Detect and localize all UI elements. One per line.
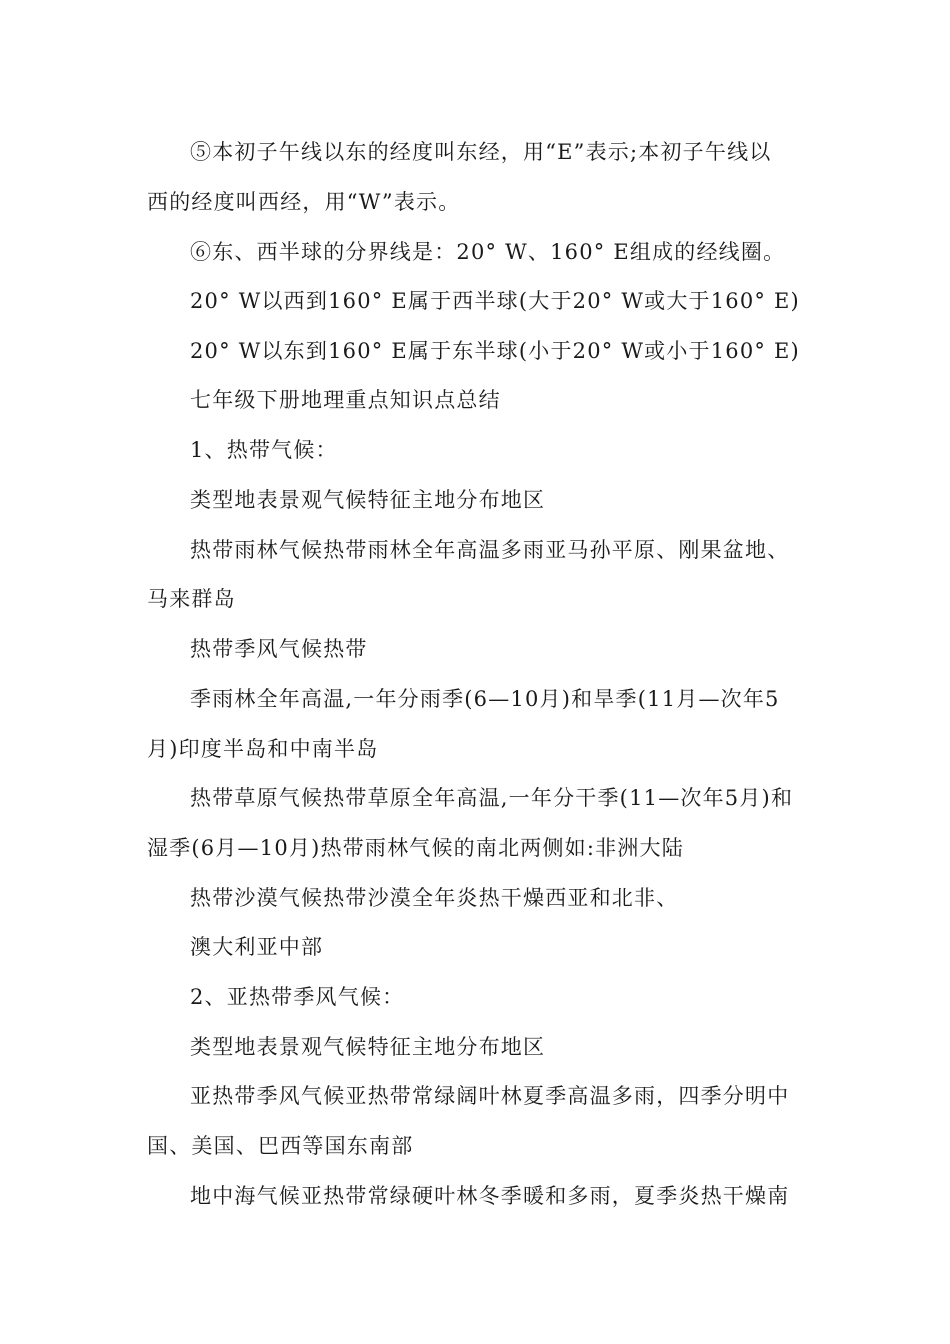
table-header-line: 类型地表景观气候特征主地分布地区 (190, 488, 546, 512)
text-line: 地中海气候亚热带常绿硬叶林冬季暖和多雨，夏季炎热干燥南 (190, 1184, 790, 1208)
text-line: 西的经度叫西经，用“W”表示。 (147, 190, 461, 214)
table-header-line: 类型地表景观气候特征主地分布地区 (190, 1035, 546, 1059)
text-line: 20° W以西到160° E属于西半球(大于20° W或大于160° E) (190, 289, 800, 313)
text-line: ⑤本初子午线以东的经度叫东经，用“E”表示;本初子午线以 (190, 140, 772, 164)
text-line: 热带沙漠气候热带沙漠全年炎热干燥西亚和北非、 (190, 886, 679, 910)
text-line: 20° W以东到160° E属于东半球(小于20° W或小于160° E) (190, 339, 800, 363)
text-line: 湿季(6月—10月)热带雨林气候的南北两侧如:非洲大陆 (147, 836, 684, 860)
text-line: 亚热带季风气候亚热带常绿阔叶林夏季高温多雨，四季分明中 (190, 1084, 790, 1108)
text-line: 月)印度半岛和中南半岛 (147, 737, 379, 761)
subsection-heading: 1、热带气候： (190, 438, 338, 462)
text-line: 热带季风气候热带 (190, 637, 368, 661)
text-line: 马来群岛 (147, 587, 236, 611)
text-line: 热带草原气候热带草原全年高温,一年分干季(11—次年5月)和 (190, 786, 794, 810)
subsection-heading: 2、亚热带季风气候： (190, 985, 405, 1009)
text-line: ⑥东、西半球的分界线是：20° W、160° E组成的经线圈。 (190, 240, 786, 264)
text-line: 澳大利亚中部 (190, 935, 324, 959)
text-line: 季雨林全年高温,一年分雨季(6—10月)和旱季(11月—次年5 (190, 687, 780, 711)
text-line: 热带雨林气候热带雨林全年高温多雨亚马孙平原、刚果盆地、 (190, 538, 790, 562)
section-heading: 七年级下册地理重点知识点总结 (190, 388, 501, 412)
text-line: 国、美国、巴西等国东南部 (147, 1134, 414, 1158)
